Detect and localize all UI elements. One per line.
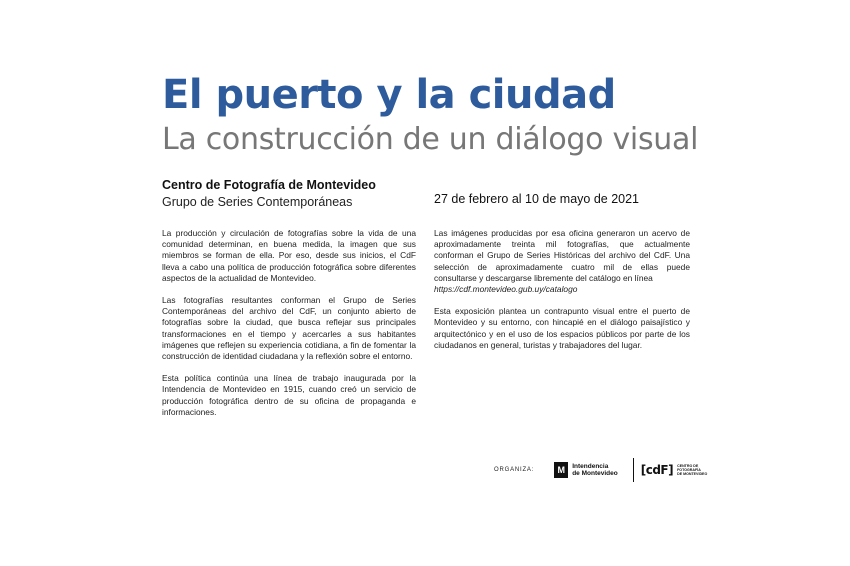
right-text-column bbox=[434, 228, 690, 362]
organiza-label: ORGANIZA: bbox=[494, 467, 535, 473]
logo-text-line: Intendencia bbox=[572, 463, 609, 470]
intendencia-logo bbox=[554, 462, 618, 478]
organization-group: Grupo de Series Contemporáneas bbox=[162, 195, 353, 209]
intendencia-logo-text bbox=[572, 463, 618, 477]
organization-name: Centro de Fotografía de Montevideo bbox=[162, 178, 376, 192]
logo-divider bbox=[633, 458, 634, 482]
left-text-column bbox=[162, 228, 416, 429]
paragraph: Esta política continúa una línea de trabajo inaugurada por la Intendencia de Montevideo en 1915, cuando creó un servicio de producción fotográfica dentro de su oficina de propaganda e informaciones. bbox=[162, 373, 416, 417]
logo-text-line: DE MONTEVIDEO bbox=[677, 472, 708, 477]
paragraph-text: Las imágenes producidas por esa oficina generaron un acervo de aproximadamente treinta mil fotografías, que actualmente conforman el Grupo de Series Históricas del archivo del CdF. Una selección de aproximadamente cuatro mil de ellas puede consultarse y descargarse libremente del catálogo en línea bbox=[434, 228, 690, 283]
exhibition-dates: 27 de febrero al 10 de mayo de 2021 bbox=[434, 192, 640, 206]
paragraph: La producción y circulación de fotografías sobre la vida de una comunidad determinan, en buena medida, la imagen que sus miembros se forman de ella. Por eso, desde sus inicios, el CdF lleva a cabo una política de producción fotográfica sobre diferentes aspectos de la actualidad de Montevideo. bbox=[162, 228, 416, 283]
footer-logos bbox=[494, 458, 707, 482]
cdf-logo bbox=[641, 463, 708, 477]
intendencia-mark-icon: M bbox=[554, 462, 568, 478]
catalog-url[interactable]: https://cdf.montevideo.gub.uy/catalogo bbox=[434, 284, 578, 295]
paragraph: Esta exposición plantea un contrapunto visual entre el puerto de Montevideo y su entorno, con hincapié en el diálogo paisajístico y arquitectónico y en el uso de los espacios públicos por parte de los ciudadanos en general, turistas y trabajadores del lugar. bbox=[434, 306, 690, 350]
logo-text-line: CENTRO DE bbox=[677, 463, 699, 468]
cdf-logo-text bbox=[677, 464, 707, 477]
logo-text-line: de Montevideo bbox=[572, 470, 618, 477]
organization-block bbox=[162, 177, 376, 211]
paragraph: Las fotografías resultantes conforman el Grupo de Series Contemporáneas del archivo del CdF, un conjunto abierto de fotografías sobre la ciudad, que busca reflejar sus principales transformaciones en el tiempo y acercarles a sus habitantes imágenes que reflejen su experiencia cotidiana, a fin de fomentar la construcción de identidad ciudadana y la reflexión sobre el entorno. bbox=[162, 295, 416, 362]
paragraph bbox=[434, 228, 690, 295]
logo-text-line: FOTOGRAFÍA bbox=[677, 467, 701, 472]
page-subtitle: La construcción de un diálogo visual bbox=[162, 122, 699, 157]
page-title: El puerto y la ciudad bbox=[162, 72, 616, 118]
cdf-mark-icon: [cdF] bbox=[640, 463, 674, 477]
